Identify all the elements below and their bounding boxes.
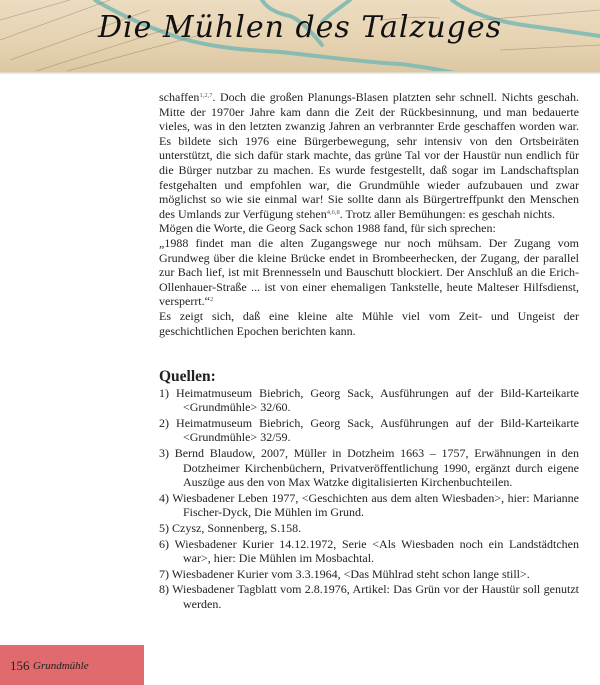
paragraph-text: schaffen	[159, 90, 200, 104]
footnote-reference: 2	[209, 296, 214, 304]
source-item: 3) Bernd Blaudow, 2007, Müller in Dotzheim 1663 – 1757, Erwähnungen in den Dotzheimer Kirchenbüchern, Privatveröffentlichung 1990, ergänzt durch eigene Auszüge aus den von Max Watzke digitalisierten Kirchenbuchteilen.	[159, 446, 579, 489]
source-item: 2) Heimatmuseum Biebrich, Georg Sack, Ausführungen auf der Bild-Karteikarte <Grundmühle> 32/59.	[159, 416, 579, 445]
paragraph-text: Mögen die Worte, die Georg Sack schon 1988 fand, für sich sprechen:	[159, 221, 496, 236]
source-item: 5) Czysz, Sonnenberg, S.158.	[159, 520, 302, 535]
main-content	[159, 90, 579, 613]
sources-heading: Quellen:	[159, 368, 216, 386]
page-footer	[0, 645, 144, 685]
source-item: 1) Heimatmuseum Biebrich, Georg Sack, Ausführungen auf der Bild-Karteikarte <Grundmühle> 32/60.	[159, 386, 579, 415]
source-item: 6) Wiesbadener Kurier 14.12.1972, Serie <Als Wiesbaden noch ein Landstädtchen war>, hier: Die Mühlen im Mosbachtal.	[159, 536, 579, 565]
paragraph-text: . Trotz aller Bemühungen: es geschah nichts.	[339, 206, 556, 221]
footnote-reference: 4,6,8	[326, 208, 340, 216]
source-item: 8) Wiesbadener Tagblatt vom 2.8.1976, Artikel: Das Grün vor der Haustür soll genutzt werden.	[159, 582, 579, 611]
body-text	[159, 90, 579, 338]
source-item: 4) Wiesbadener Leben 1977, <Geschichten aus dem alten Wiesbaden>, hier: Marianne Fischer-Dyck, Die Mühlen im Grund.	[159, 490, 579, 519]
section-label: Grundmühle	[33, 660, 89, 672]
page-header-title: Die Mühlen des Talzuges	[97, 10, 503, 45]
header-divider	[0, 71, 600, 74]
body-paragraph	[159, 221, 579, 236]
body-paragraph	[159, 236, 579, 309]
footnote-reference: 1,2,7	[199, 92, 213, 99]
header-banner	[0, 0, 600, 73]
body-paragraph	[159, 309, 579, 338]
page-number: 156	[10, 658, 30, 673]
body-paragraph	[159, 90, 579, 221]
paragraph-text: . Doch die großen Planungs-Blasen platzten sehr schnell. Nichts geschah. Mitte der 1970er Jahre kam dann die Zeit der Rückbesinnung, und man bedauerte vieles, was in den letzten zwanzig Jahren an verbrannter Erde geschaffen worden war. Es bildete sich 1976 eine Bürgerbewegung, sehr intensiv von den Ortsbeiräten unterstützt, die sich dafür stark machte, das grüne Tal vor der Haustür nun endlich für die Bürger nutzbar zu machen. Es wurde festgestellt, daß sogar im Landschaftsplan festgehalten und empfohlen war, die Grundmühle wieder aufzubauen und zwar möglichst so wie sie einmal war! Sie sollte dann als Bürgertreffpunkt den Menschen des Umlands zur Verfügung stehen	[159, 90, 579, 221]
paragraph-text: „1988 findet man die alten Zugangswege nur noch mühsam. Der Zugang vom Grundweg über die kleine Brücke endet in Brombeerhecken, der Zugang, der parallel zur Bach lief, ist mit Brennesseln und Bauschutt blockiert. Der Anschluß an die Erich-Ollenhauer-Straße ... ist von einer ehemaligen Tankstelle, heute Malteser Hilfsdienst, versperrt.“	[159, 235, 579, 309]
source-item: 7) Wiesbadener Kurier vom 3.3.1964, <Das Mühlrad steht schon lange still>.	[159, 566, 530, 581]
sources-list	[159, 386, 579, 611]
paragraph-text: Es zeigt sich, daß eine kleine alte Mühle viel vom Zeit- und Ungeist der geschichtlichen Epochen berichten kann.	[159, 308, 579, 338]
